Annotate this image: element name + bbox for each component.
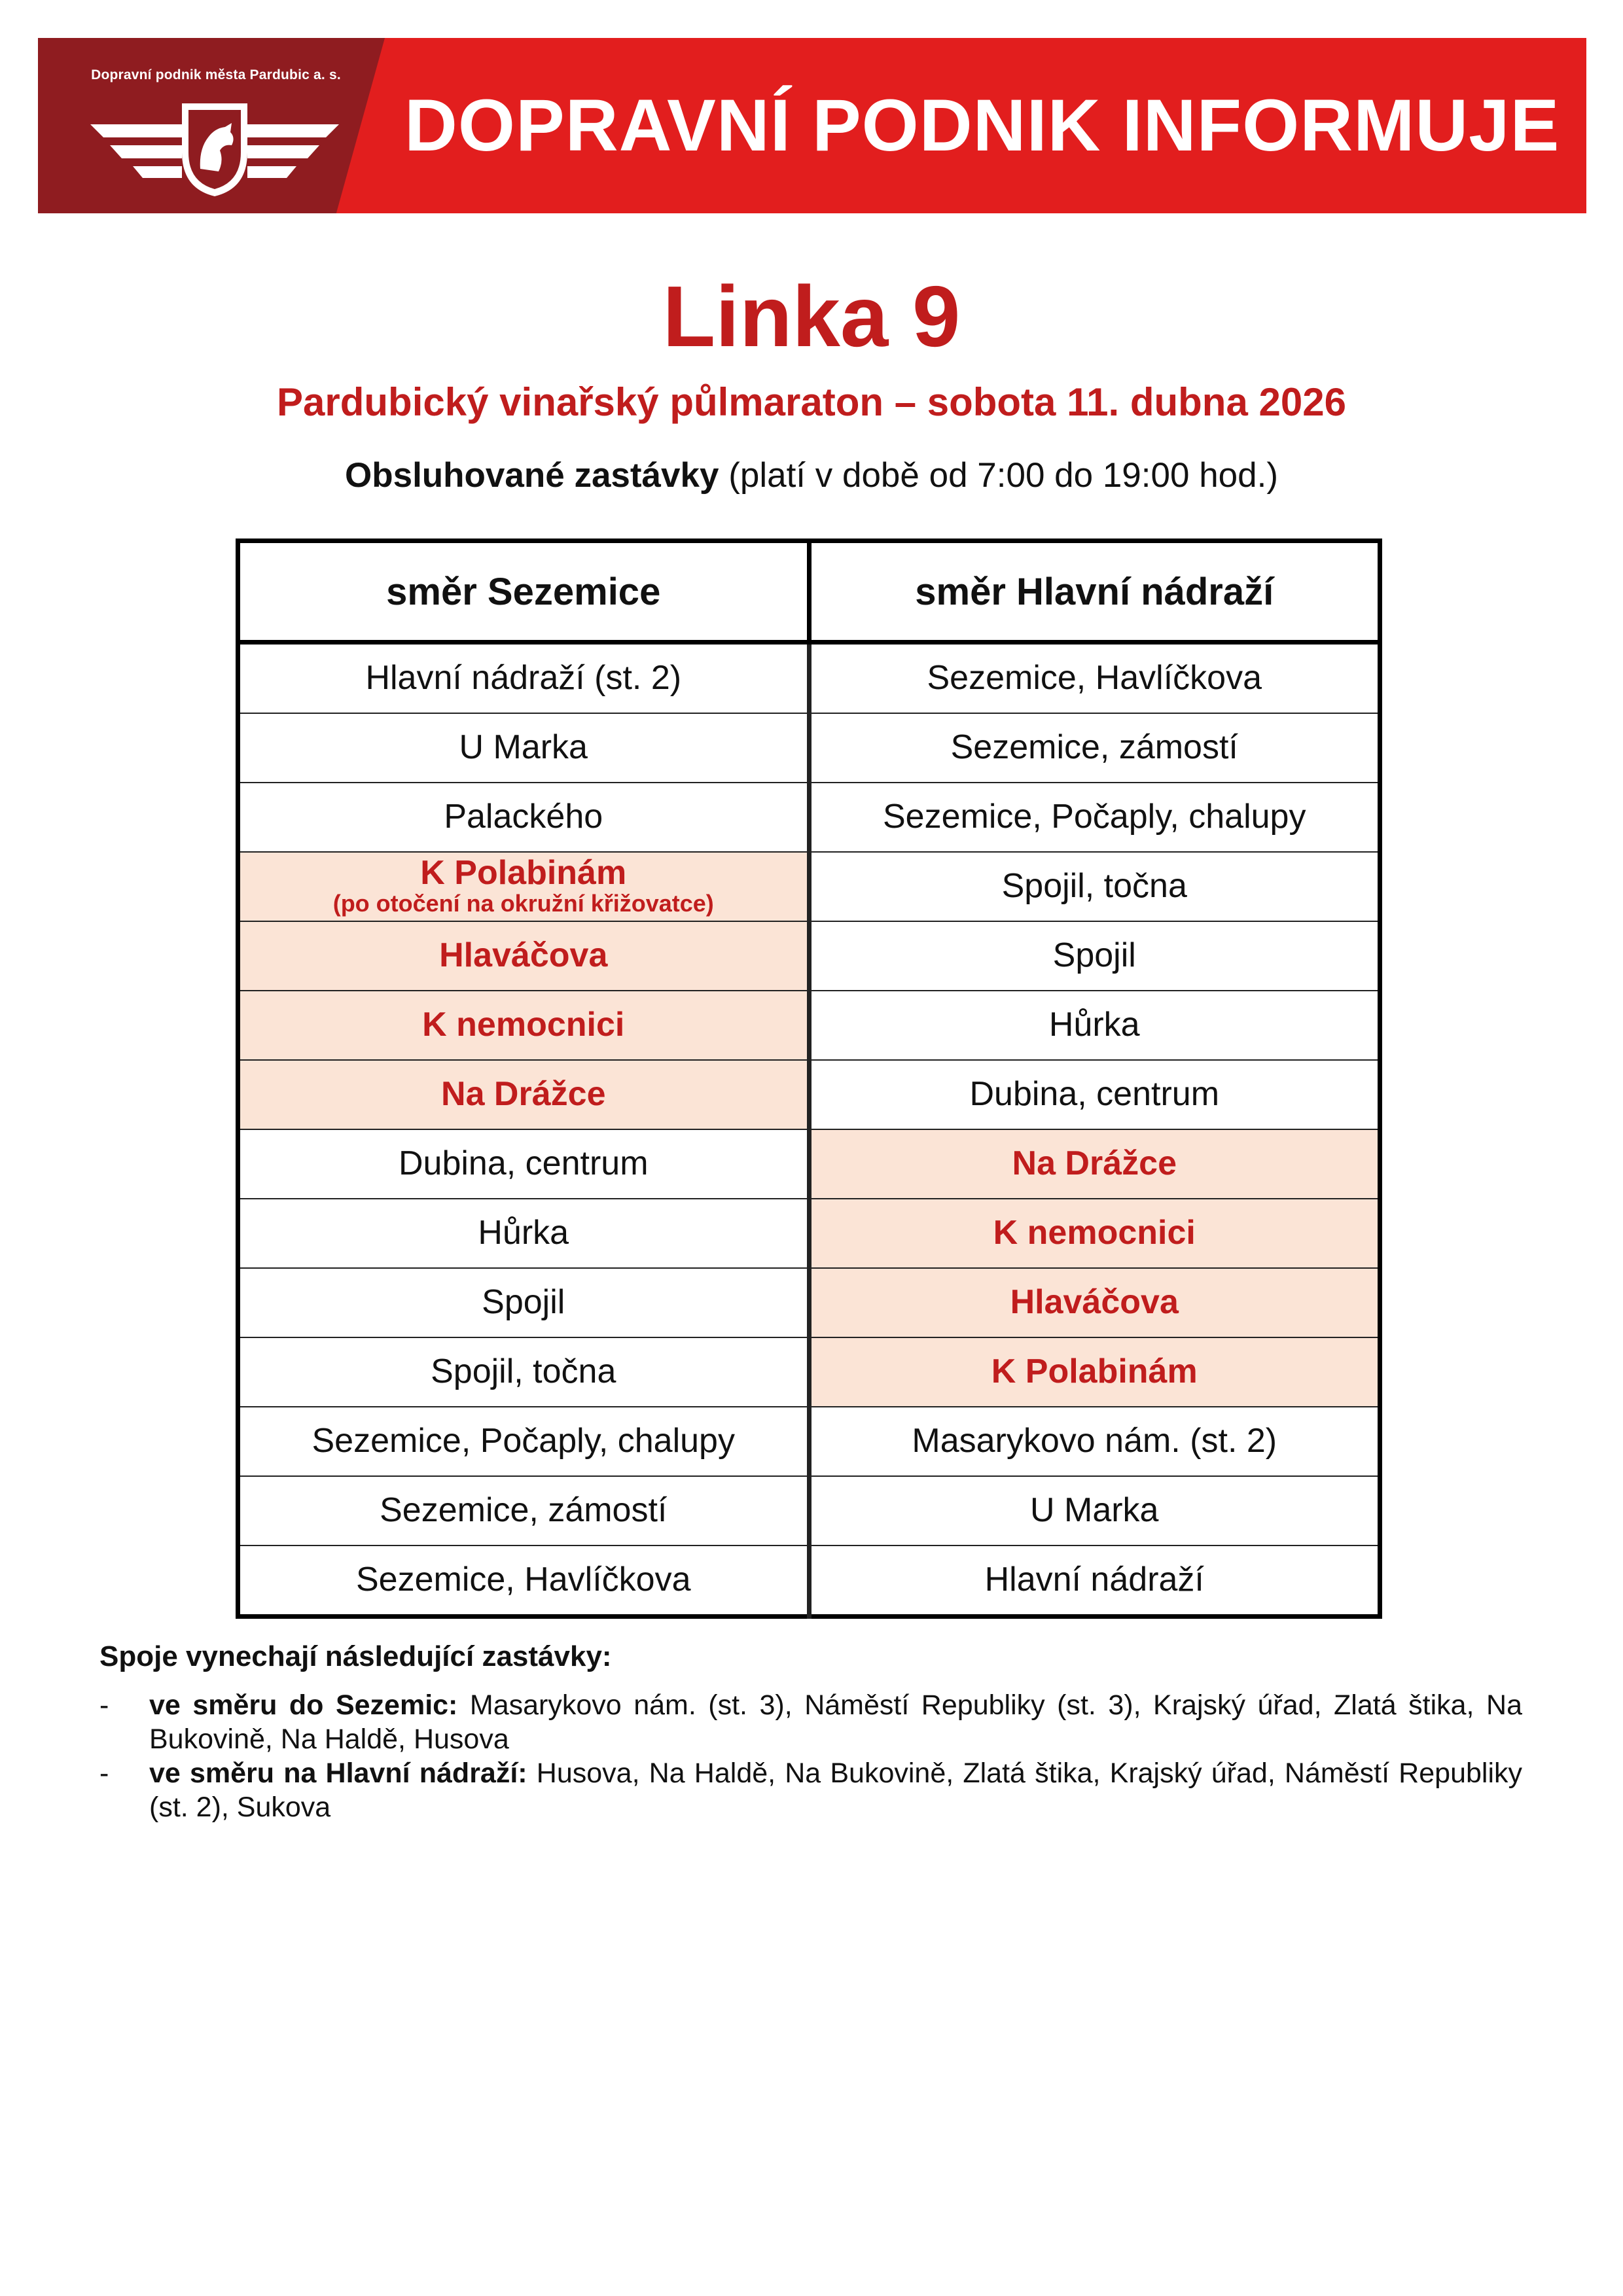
dpmp-emblem-icon [84, 90, 346, 202]
stop-cell-sezemice: Palackého [238, 783, 810, 852]
stop-cell-sezemice: Sezemice, Počaply, chalupy [238, 1407, 810, 1476]
stop-cell-sezemice: Hlavní nádraží (st. 2) [238, 643, 810, 714]
stop-name: K Polabinám [420, 854, 627, 892]
stop-cell-hlavni-nadrazi: Na Drážce [809, 1129, 1380, 1199]
served-stops-validity: (platí v době od 7:00 do 19:00 hod.) [719, 456, 1278, 495]
skipped-stops-list [99, 1688, 1522, 1824]
skipped-stops-title: Spoje vynechají následující zastávky: [99, 1640, 612, 1672]
table-row [238, 1337, 1380, 1407]
served-stops-label: Obsluhované zastávky [345, 456, 719, 495]
header-direction-sezemice: směr Sezemice [238, 541, 810, 643]
banner-title: DOPRAVNÍ PODNIK INFORMUJE [404, 84, 1560, 166]
table-row [238, 852, 1380, 921]
stop-cell-hlavni-nadrazi: Hůrka [809, 991, 1380, 1060]
stop-cell-sezemice: K nemocnici [238, 991, 810, 1060]
table-row [238, 643, 1380, 714]
stop-cell-sezemice: Na Drážce [238, 1060, 810, 1129]
table-row [238, 713, 1380, 783]
skipped-stops-text: Husova, Na Haldě, Na Bukovině, Zlatá štika, Krajský úřad, Náměstí Republiky (st. 2), Sukova [149, 1757, 1523, 1823]
stop-cell-sezemice: Spojil [238, 1268, 810, 1337]
list-bullet: - [99, 1689, 109, 1721]
page-title: Linka 9 [662, 268, 961, 364]
stop-cell-hlavni-nadrazi: Sezemice, Počaply, chalupy [809, 783, 1380, 852]
company-name: Dopravní podnik města Pardubic a. s. [91, 67, 341, 82]
table-row [238, 1545, 1380, 1617]
stop-cell-sezemice: Sezemice, Havlíčkova [238, 1545, 810, 1617]
stop-cell-hlavni-nadrazi: Sezemice, zámostí [809, 713, 1380, 783]
skipped-direction-label: ve směru na Hlavní nádraží: [149, 1757, 527, 1789]
stop-cell-hlavni-nadrazi: Spojil [809, 921, 1380, 991]
table-row [238, 1476, 1380, 1545]
stop-cell-sezemice: Sezemice, zámostí [238, 1476, 810, 1545]
stop-cell-hlavni-nadrazi: Sezemice, Havlíčkova [809, 643, 1380, 714]
table-row [238, 921, 1380, 991]
stop-cell-sezemice: Hlaváčova [238, 921, 810, 991]
skipped-direction-label: ve směru do Sezemic: [149, 1689, 458, 1721]
stop-note: (po otočení na okružní křižovatce) [332, 890, 714, 917]
served-stops-table [236, 539, 1382, 1619]
header-banner [38, 38, 1586, 213]
skipped-stops-text: Masarykovo nám. (st. 3), Náměstí Republiky (st. 3), Krajský úřad, Zlatá štika, Na Bukovině, Na Haldě, Husova [149, 1689, 1522, 1755]
table-row [238, 991, 1380, 1060]
stop-cell-hlavni-nadrazi: Dubina, centrum [809, 1060, 1380, 1129]
table-row [238, 1129, 1380, 1199]
table-header-row [238, 541, 1380, 643]
stop-cell-hlavni-nadrazi: Masarykovo nám. (st. 2) [809, 1407, 1380, 1476]
stop-cell-hlavni-nadrazi: Spojil, točna [809, 852, 1380, 921]
stop-cell-hlavni-nadrazi: U Marka [809, 1476, 1380, 1545]
stop-cell-sezemice: Dubina, centrum [238, 1129, 810, 1199]
table-row [238, 1268, 1380, 1337]
table-row [238, 1199, 1380, 1268]
event-subtitle: Pardubický vinařský půlmaraton – sobota 11. dubna 2026 [277, 380, 1346, 424]
list-item [99, 1688, 1522, 1756]
list-item [99, 1756, 1522, 1824]
stop-cell-hlavni-nadrazi: Hlavní nádraží [809, 1545, 1380, 1617]
stop-cell-sezemice: U Marka [238, 713, 810, 783]
header-direction-hlavni-nadrazi: směr Hlavní nádraží [809, 541, 1380, 643]
stop-cell-sezemice [238, 852, 810, 921]
stop-cell-sezemice: Hůrka [238, 1199, 810, 1268]
table-row [238, 1407, 1380, 1476]
stop-cell-hlavni-nadrazi: K nemocnici [809, 1199, 1380, 1268]
table-row [238, 1060, 1380, 1129]
table-row [238, 783, 1380, 852]
stop-cell-sezemice: Spojil, točna [238, 1337, 810, 1407]
list-bullet: - [99, 1757, 109, 1789]
stop-cell-hlavni-nadrazi: K Polabinám [809, 1337, 1380, 1407]
served-stops-caption [0, 458, 1623, 493]
table-body [238, 643, 1380, 1617]
stop-cell-hlavni-nadrazi: Hlaváčova [809, 1268, 1380, 1337]
